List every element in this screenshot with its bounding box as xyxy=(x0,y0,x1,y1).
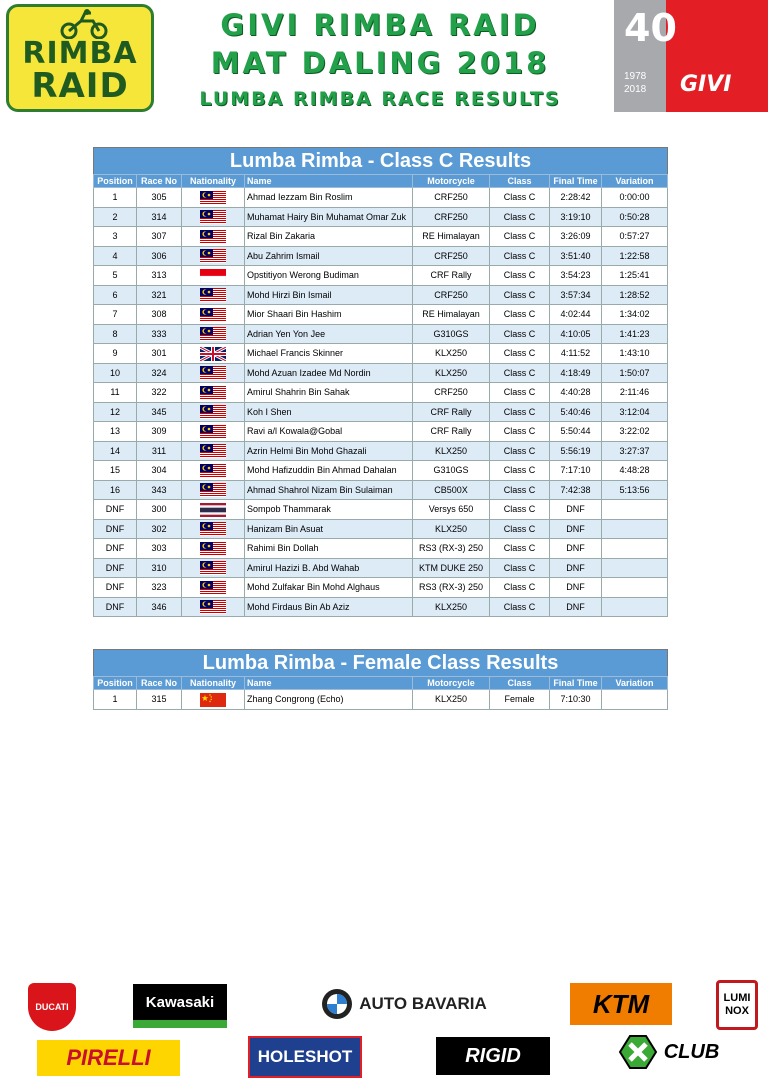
col-race-no: Race No xyxy=(137,677,182,690)
cell-motorcycle: KLX250 xyxy=(413,344,490,364)
cell-position: 12 xyxy=(94,402,137,422)
cell-variation: 1:41:23 xyxy=(602,324,668,344)
col-position: Position xyxy=(94,677,137,690)
cell-motorcycle: CRF250 xyxy=(413,246,490,266)
malaysia-flag-icon xyxy=(200,444,226,458)
cell-motorcycle: CRF250 xyxy=(413,188,490,208)
cell-position: 5 xyxy=(94,266,137,286)
cell-nationality xyxy=(182,480,245,500)
cell-position: 11 xyxy=(94,383,137,403)
cell-class: Class C xyxy=(490,597,550,617)
cell-position: 13 xyxy=(94,422,137,442)
ducati-text: DUCATI xyxy=(35,1002,69,1012)
cell-nationality xyxy=(182,246,245,266)
cell-name: Koh I Shen xyxy=(245,402,413,422)
holeshot-logo xyxy=(248,1036,362,1078)
malaysia-flag-icon xyxy=(200,464,226,478)
cell-class: Class C xyxy=(490,305,550,325)
cell-race-no: 345 xyxy=(137,402,182,422)
female-table-title: Lumba Rimba - Female Class Results xyxy=(93,649,668,676)
cell-final-time: 3:26:09 xyxy=(550,227,602,247)
cell-nationality xyxy=(182,344,245,364)
cell-race-no: 333 xyxy=(137,324,182,344)
cell-variation xyxy=(602,500,668,520)
cell-nationality xyxy=(182,441,245,461)
cell-nationality xyxy=(182,227,245,247)
table-row xyxy=(94,441,668,461)
table-row xyxy=(94,188,668,208)
cell-final-time: 7:42:38 xyxy=(550,480,602,500)
malaysia-flag-icon xyxy=(200,425,226,439)
cell-final-time: 5:40:46 xyxy=(550,402,602,422)
cell-final-time: 4:10:05 xyxy=(550,324,602,344)
cell-motorcycle: KLX250 xyxy=(413,690,490,710)
cell-race-no: 305 xyxy=(137,188,182,208)
cell-position: DNF xyxy=(94,519,137,539)
cell-class: Class C xyxy=(490,519,550,539)
cell-class: Class C xyxy=(490,285,550,305)
cell-final-time: 4:18:49 xyxy=(550,363,602,383)
cell-class: Class C xyxy=(490,441,550,461)
cell-nationality xyxy=(182,690,245,710)
cell-name: Rahimi Bin Dollah xyxy=(245,539,413,559)
cell-motorcycle: CRF250 xyxy=(413,207,490,227)
cell-position: 9 xyxy=(94,344,137,364)
cell-motorcycle: KLX250 xyxy=(413,519,490,539)
cell-race-no: 309 xyxy=(137,422,182,442)
class-c-table-title: Lumba Rimba - Class C Results xyxy=(93,147,668,174)
table-row xyxy=(94,500,668,520)
cell-name: Mohd Zulfakar Bin Mohd Alghaus xyxy=(245,578,413,598)
cell-final-time: 4:02:44 xyxy=(550,305,602,325)
bmw-roundel-icon xyxy=(321,988,353,1020)
auto-bavaria-text: AUTO BAVARIA xyxy=(359,994,487,1013)
cell-race-no: 324 xyxy=(137,363,182,383)
col-name: Name xyxy=(245,175,413,188)
cell-nationality xyxy=(182,285,245,305)
col-nationality: Nationality xyxy=(182,175,245,188)
cell-nationality xyxy=(182,305,245,325)
rigid-text: RIGID xyxy=(465,1044,521,1067)
luminox-text-1: LUMI xyxy=(723,992,751,1004)
table-row xyxy=(94,285,668,305)
cell-variation: 1:25:41 xyxy=(602,266,668,286)
cell-nationality xyxy=(182,266,245,286)
cell-position: DNF xyxy=(94,578,137,598)
luminox-text-2: NOX xyxy=(725,1005,749,1017)
cell-motorcycle: KLX250 xyxy=(413,441,490,461)
luminox-logo xyxy=(716,980,758,1030)
cell-nationality xyxy=(182,324,245,344)
cell-race-no: 315 xyxy=(137,690,182,710)
cell-nationality xyxy=(182,422,245,442)
cell-variation: 3:12:04 xyxy=(602,402,668,422)
cell-class: Class C xyxy=(490,227,550,247)
cell-race-no: 310 xyxy=(137,558,182,578)
cell-name: Amirul Hazizi B. Abd Wahab xyxy=(245,558,413,578)
cell-variation: 1:50:07 xyxy=(602,363,668,383)
cell-motorcycle: CRF Rally xyxy=(413,422,490,442)
col-nationality: Nationality xyxy=(182,677,245,690)
rigid-logo xyxy=(436,1037,550,1075)
cell-race-no: 343 xyxy=(137,480,182,500)
cell-variation: 1:43:10 xyxy=(602,344,668,364)
malaysia-flag-icon xyxy=(200,386,226,400)
ducati-logo xyxy=(28,983,76,1031)
cell-nationality xyxy=(182,461,245,481)
holeshot-text: HOLESHOT xyxy=(257,1047,353,1066)
x-club-text: CLUB xyxy=(663,1040,720,1063)
motorcycle-icon xyxy=(59,9,109,39)
cell-class: Class C xyxy=(490,324,550,344)
malaysia-flag-icon xyxy=(200,308,226,322)
cell-variation: 1:22:58 xyxy=(602,246,668,266)
cell-final-time: DNF xyxy=(550,539,602,559)
class-c-results-table xyxy=(93,147,668,617)
table-row xyxy=(94,207,668,227)
cell-motorcycle: CRF250 xyxy=(413,285,490,305)
cell-race-no: 313 xyxy=(137,266,182,286)
cell-position: DNF xyxy=(94,539,137,559)
cell-nationality xyxy=(182,500,245,520)
malaysia-flag-icon xyxy=(200,600,226,614)
table-row xyxy=(94,383,668,403)
table-row xyxy=(94,344,668,364)
col-motorcycle: Motorcycle xyxy=(413,175,490,188)
table-header-row xyxy=(94,677,668,690)
cell-position: 6 xyxy=(94,285,137,305)
cell-variation: 1:34:02 xyxy=(602,305,668,325)
cell-name: Muhamat Hairy Bin Muhamat Omar Zuk xyxy=(245,207,413,227)
malaysia-flag-icon xyxy=(200,249,226,263)
cell-name: Mohd Firdaus Bin Ab Aziz xyxy=(245,597,413,617)
cell-name: Michael Francis Skinner xyxy=(245,344,413,364)
givi-brand: GIVI xyxy=(680,72,732,97)
cell-variation: 2:11:46 xyxy=(602,383,668,403)
cell-class: Class C xyxy=(490,383,550,403)
cell-final-time: DNF xyxy=(550,558,602,578)
malaysia-flag-icon xyxy=(200,327,226,341)
cell-class: Class C xyxy=(490,246,550,266)
cell-variation: 0:57:27 xyxy=(602,227,668,247)
cell-final-time: 3:57:34 xyxy=(550,285,602,305)
cell-race-no: 323 xyxy=(137,578,182,598)
cell-name: Adrian Yen Yon Jee xyxy=(245,324,413,344)
cell-variation xyxy=(602,558,668,578)
cell-motorcycle: CRF250 xyxy=(413,383,490,403)
cell-position: 10 xyxy=(94,363,137,383)
cell-motorcycle: RE Himalayan xyxy=(413,305,490,325)
page-titles xyxy=(160,6,600,110)
table-row xyxy=(94,558,668,578)
table-row xyxy=(94,266,668,286)
cell-motorcycle: RE Himalayan xyxy=(413,227,490,247)
givi-anniversary-number: 40 xyxy=(624,6,677,50)
col-final-time: Final Time xyxy=(550,175,602,188)
col-motorcycle: Motorcycle xyxy=(413,677,490,690)
cell-final-time: 7:10:30 xyxy=(550,690,602,710)
cell-motorcycle: RS3 (RX-3) 250 xyxy=(413,539,490,559)
cell-motorcycle: CRF Rally xyxy=(413,402,490,422)
cell-race-no: 302 xyxy=(137,519,182,539)
cell-nationality xyxy=(182,519,245,539)
cell-race-no: 322 xyxy=(137,383,182,403)
indonesia-flag-icon xyxy=(200,269,226,283)
thailand-flag-icon xyxy=(200,503,226,517)
cell-final-time: 5:56:19 xyxy=(550,441,602,461)
cell-name: Mior Shaari Bin Hashim xyxy=(245,305,413,325)
cell-race-no: 303 xyxy=(137,539,182,559)
col-variation: Variation xyxy=(602,677,668,690)
cell-name: Ahmad Shahrol Nizam Bin Sulaiman xyxy=(245,480,413,500)
ktm-logo xyxy=(570,983,672,1025)
cell-motorcycle: KLX250 xyxy=(413,597,490,617)
cell-variation: 4:48:28 xyxy=(602,461,668,481)
cell-race-no: 346 xyxy=(137,597,182,617)
auto-bavaria-logo xyxy=(316,987,492,1021)
col-class: Class xyxy=(490,175,550,188)
cell-class: Class C xyxy=(490,207,550,227)
cell-variation xyxy=(602,597,668,617)
cell-race-no: 301 xyxy=(137,344,182,364)
malaysia-flag-icon xyxy=(200,581,226,595)
cell-name: Rizal Bin Zakaria xyxy=(245,227,413,247)
table-header-row xyxy=(94,175,668,188)
table-row xyxy=(94,578,668,598)
cell-final-time: DNF xyxy=(550,519,602,539)
cell-motorcycle: CB500X xyxy=(413,480,490,500)
cell-variation xyxy=(602,539,668,559)
cell-variation: 3:22:02 xyxy=(602,422,668,442)
cell-name: Abu Zahrim Ismail xyxy=(245,246,413,266)
x-club-emblem-icon xyxy=(616,1032,660,1072)
table-row xyxy=(94,539,668,559)
cell-race-no: 307 xyxy=(137,227,182,247)
cell-variation xyxy=(602,519,668,539)
col-final-time: Final Time xyxy=(550,677,602,690)
givi-40-logo xyxy=(614,0,768,112)
cell-name: Ravi a/l Kowala@Gobal xyxy=(245,422,413,442)
cell-class: Class C xyxy=(490,188,550,208)
cell-position: DNF xyxy=(94,597,137,617)
cell-variation: 0:00:00 xyxy=(602,188,668,208)
givi-anniversary-years xyxy=(624,70,646,96)
cell-position: DNF xyxy=(94,558,137,578)
cell-nationality xyxy=(182,363,245,383)
cell-class: Class C xyxy=(490,500,550,520)
cell-position: 8 xyxy=(94,324,137,344)
logo-text-line1: RIMBA xyxy=(22,36,138,71)
cell-class: Class C xyxy=(490,422,550,442)
cell-variation xyxy=(602,690,668,710)
col-name: Name xyxy=(245,677,413,690)
cell-position: 4 xyxy=(94,246,137,266)
cell-position: 2 xyxy=(94,207,137,227)
col-class: Class xyxy=(490,677,550,690)
cell-motorcycle: Versys 650 xyxy=(413,500,490,520)
cell-variation: 3:27:37 xyxy=(602,441,668,461)
class-c-rows xyxy=(94,188,668,617)
event-title: GIVI RIMBA RAID xyxy=(220,8,540,42)
cell-class: Class C xyxy=(490,480,550,500)
cell-final-time: 3:19:10 xyxy=(550,207,602,227)
kawasaki-logo xyxy=(133,984,227,1028)
cell-position: 7 xyxy=(94,305,137,325)
cell-nationality xyxy=(182,539,245,559)
x-club-logo xyxy=(600,1030,735,1074)
cell-nationality xyxy=(182,597,245,617)
malaysia-flag-icon xyxy=(200,230,226,244)
cell-final-time: 4:40:28 xyxy=(550,383,602,403)
table-row xyxy=(94,324,668,344)
cell-position: 1 xyxy=(94,188,137,208)
cell-nationality xyxy=(182,188,245,208)
logo-text-line2: RAID xyxy=(31,66,129,106)
cell-position: 14 xyxy=(94,441,137,461)
col-race-no: Race No xyxy=(137,175,182,188)
uk-flag-icon xyxy=(200,347,226,361)
table-row xyxy=(94,422,668,442)
cell-position: 1 xyxy=(94,690,137,710)
cell-position: 15 xyxy=(94,461,137,481)
cell-nationality xyxy=(182,207,245,227)
cell-name: Sompob Thammarak xyxy=(245,500,413,520)
cell-nationality xyxy=(182,558,245,578)
cell-name: Mohd Hafizuddin Bin Ahmad Dahalan xyxy=(245,461,413,481)
cell-motorcycle: RS3 (RX-3) 250 xyxy=(413,578,490,598)
malaysia-flag-icon xyxy=(200,483,226,497)
table-row xyxy=(94,246,668,266)
ktm-text: KTM xyxy=(592,988,650,1019)
cell-name: Azrin Helmi Bin Mohd Ghazali xyxy=(245,441,413,461)
cell-variation: 0:50:28 xyxy=(602,207,668,227)
cell-final-time: 4:11:52 xyxy=(550,344,602,364)
cell-nationality xyxy=(182,578,245,598)
cell-name: Mohd Hirzi Bin Ismail xyxy=(245,285,413,305)
event-subtitle: MAT DALING 2018 xyxy=(210,46,550,80)
cell-final-time: 3:51:40 xyxy=(550,246,602,266)
cell-variation xyxy=(602,578,668,598)
cell-class: Class C xyxy=(490,402,550,422)
cell-race-no: 314 xyxy=(137,207,182,227)
givi-year-from: 1978 xyxy=(624,71,647,82)
cell-race-no: 321 xyxy=(137,285,182,305)
rimba-raid-logo xyxy=(6,4,154,112)
cell-nationality xyxy=(182,383,245,403)
cell-name: Hanizam Bin Asuat xyxy=(245,519,413,539)
cell-motorcycle: KLX250 xyxy=(413,363,490,383)
cell-class: Class C xyxy=(490,461,550,481)
cell-final-time: DNF xyxy=(550,597,602,617)
cell-race-no: 304 xyxy=(137,461,182,481)
cell-race-no: 300 xyxy=(137,500,182,520)
table-row xyxy=(94,461,668,481)
cell-motorcycle: CRF Rally xyxy=(413,266,490,286)
col-variation: Variation xyxy=(602,175,668,188)
cell-class: Class C xyxy=(490,558,550,578)
cell-name: Ahmad Iezzam Bin Roslim xyxy=(245,188,413,208)
malaysia-flag-icon xyxy=(200,522,226,536)
cell-race-no: 306 xyxy=(137,246,182,266)
malaysia-flag-icon xyxy=(200,210,226,224)
cell-name: Opstitiyon Werong Budiman xyxy=(245,266,413,286)
cell-class: Class C xyxy=(490,363,550,383)
malaysia-flag-icon xyxy=(200,542,226,556)
cell-race-no: 308 xyxy=(137,305,182,325)
cell-name: Zhang Congrong (Echo) xyxy=(245,690,413,710)
kawasaki-text: Kawasaki xyxy=(145,993,215,1011)
cell-name: Amirul Shahrin Bin Sahak xyxy=(245,383,413,403)
cell-final-time: 5:50:44 xyxy=(550,422,602,442)
results-heading: LUMBA RIMBA RACE RESULTS xyxy=(199,88,561,110)
cell-final-time: 7:17:10 xyxy=(550,461,602,481)
pirelli-logo xyxy=(37,1040,180,1076)
table-row xyxy=(94,402,668,422)
table-row xyxy=(94,363,668,383)
malaysia-flag-icon xyxy=(200,288,226,302)
cell-class: Class C xyxy=(490,578,550,598)
cell-name: Mohd Azuan Izadee Md Nordin xyxy=(245,363,413,383)
cell-final-time: DNF xyxy=(550,500,602,520)
cell-final-time: 3:54:23 xyxy=(550,266,602,286)
givi-year-to: 2018 xyxy=(624,84,647,95)
table-row xyxy=(94,480,668,500)
cell-position: DNF xyxy=(94,500,137,520)
table-row xyxy=(94,519,668,539)
cell-motorcycle: KTM DUKE 250 xyxy=(413,558,490,578)
cell-variation: 5:13:56 xyxy=(602,480,668,500)
cell-position: 16 xyxy=(94,480,137,500)
table-row xyxy=(94,690,668,710)
cell-motorcycle: G310GS xyxy=(413,324,490,344)
cell-class: Female xyxy=(490,690,550,710)
malaysia-flag-icon xyxy=(200,405,226,419)
malaysia-flag-icon xyxy=(200,366,226,380)
table-row xyxy=(94,305,668,325)
cell-position: 3 xyxy=(94,227,137,247)
malaysia-flag-icon xyxy=(200,191,226,205)
cell-final-time: DNF xyxy=(550,578,602,598)
cell-variation: 1:28:52 xyxy=(602,285,668,305)
china-flag-icon xyxy=(200,693,226,707)
table-row xyxy=(94,227,668,247)
female-rows xyxy=(94,690,668,710)
pirelli-text: PIRELLI xyxy=(66,1045,151,1070)
malaysia-flag-icon xyxy=(200,561,226,575)
cell-class: Class C xyxy=(490,266,550,286)
cell-nationality xyxy=(182,402,245,422)
cell-final-time: 2:28:42 xyxy=(550,188,602,208)
table-row xyxy=(94,597,668,617)
col-position: Position xyxy=(94,175,137,188)
cell-class: Class C xyxy=(490,539,550,559)
female-results-table xyxy=(93,649,668,710)
cell-class: Class C xyxy=(490,344,550,364)
cell-race-no: 311 xyxy=(137,441,182,461)
cell-motorcycle: G310GS xyxy=(413,461,490,481)
